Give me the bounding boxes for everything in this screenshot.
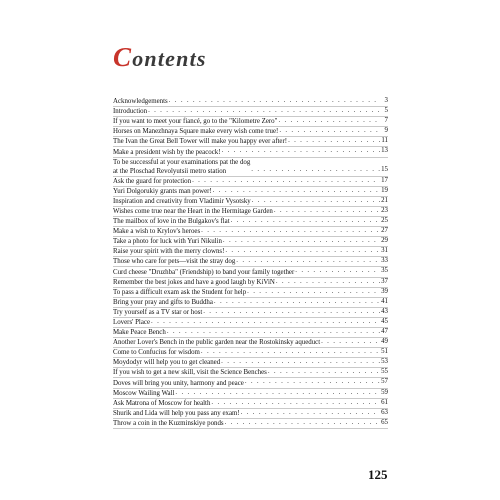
toc-entry-title: Make Peace Bench: [113, 329, 166, 337]
toc-entry-page: 53: [381, 358, 388, 366]
toc-entry-page: 61: [381, 398, 388, 406]
toc-entry-title: Ask the guard for protection: [113, 177, 192, 185]
toc-entry-title: The Ivan the Great Bell Tower will make you happy ever after!: [113, 138, 288, 146]
toc-entry-title: The mailbox of love in the Bulgakov's flat: [113, 218, 230, 226]
toc-entry-title: Lovers' Place: [113, 318, 151, 326]
toc-entry-page: 37: [381, 277, 388, 285]
dot-leader: [321, 337, 380, 347]
dot-leader: [203, 307, 380, 317]
toc-entry-title: Acknowledgements: [113, 98, 168, 106]
toc-entry-title: Try yourself as a TV star or host: [113, 308, 203, 316]
toc-entry-page: 65: [381, 418, 388, 426]
dot-leader: [167, 327, 380, 337]
toc-entry-title: Another Lover's Bench in the public garden near the Rostokinsky aqueduct: [113, 339, 321, 347]
toc-entry-page: 39: [381, 287, 388, 295]
dot-leader: [214, 297, 380, 307]
toc-entry-title: Remember the best jokes and have a good laugh by KiViN: [113, 278, 275, 286]
toc-entry-page: 7: [384, 117, 388, 125]
dot-leader: [274, 206, 380, 216]
dot-leader: [251, 165, 380, 175]
dot-leader: [148, 106, 380, 116]
toc-entry-page: 57: [381, 378, 388, 386]
toc-entry-title: Come to Confucius for wisdom: [113, 349, 200, 357]
toc-entry-title: Raise your spirit with the merry clowns!: [113, 248, 225, 256]
toc-entry-page: 33: [381, 257, 388, 265]
toc-entry-title: Throw a coin in the Kuzminskiye ponds: [113, 419, 224, 427]
toc-entry-title: Wishes come true near the Heart in the Hermitage Garden: [113, 207, 273, 215]
toc-entry-title: Introduction: [113, 108, 148, 116]
toc-entry-page: 5: [384, 107, 388, 115]
toc-entry-title: If you want to meet your fiancé, go to the "Kilometre Zero": [113, 118, 278, 126]
dot-leader: [201, 226, 380, 236]
toc-entry-page: 13: [381, 147, 388, 155]
page-number: 125: [368, 467, 388, 482]
dot-leader: [222, 146, 380, 156]
table-of-contents: [113, 97, 388, 429]
dot-leader: [236, 256, 380, 266]
dot-leader: [252, 196, 380, 206]
dot-leader: [225, 418, 380, 428]
toc-entry-page: 31: [381, 247, 388, 255]
toc-entry-title: Ask Matrona of Moscow for health: [113, 399, 211, 407]
toc-entry: [113, 147, 388, 157]
dot-leader: [211, 398, 380, 408]
toc-entry-title: To pass a difficult exam ask the Student for help: [113, 288, 247, 296]
toc-entry-page: 3: [384, 97, 388, 104]
dot-leader: [268, 367, 380, 377]
toc-entry: [113, 419, 388, 429]
toc-entry-page: 41: [381, 297, 388, 305]
dot-leader: [245, 377, 380, 387]
toc-entry-page: 59: [381, 388, 388, 396]
toc-entry-title: Those who care for pets—visit the stray dog: [113, 258, 236, 266]
toc-entry-title: Take a photo for luck with Yuri Nikulin: [113, 238, 222, 246]
toc-entry-page: 11: [381, 137, 388, 145]
toc-entry-title: Yuri Dolgorukiy grants man power!: [113, 187, 212, 195]
toc-entry-title: Doves will bring you unity, harmony and peace: [113, 379, 244, 387]
dot-leader: [151, 317, 380, 327]
toc-entry-title: To be successful at your examinations pat the dog at the Ploschad Revolyutsii metro station: [113, 158, 251, 175]
title-initial: C: [113, 42, 133, 72]
toc-entry-title: Make a wish to Krylov's heroes: [113, 228, 201, 236]
toc-entry-page: 15: [381, 166, 388, 174]
dot-leader: [223, 236, 380, 246]
dot-leader: [201, 347, 380, 357]
toc-entry-page: 23: [381, 206, 388, 214]
dot-leader: [213, 186, 380, 196]
dot-leader: [192, 176, 380, 186]
toc-entry-title: Moydodyr will help you to get cleaned: [113, 359, 221, 367]
dot-leader: [175, 388, 380, 398]
toc-entry-page: 45: [381, 317, 388, 325]
dot-leader: [241, 408, 380, 418]
title-rest: ontents: [132, 46, 207, 71]
toc-entry-page: 25: [381, 216, 388, 224]
toc-entry-title: Horses on Manezhnaya Square make every wish come true!: [113, 128, 279, 136]
toc-entry-page: 21: [381, 196, 388, 204]
toc-entry-page: 43: [381, 307, 388, 315]
toc-entry-page: 19: [381, 186, 388, 194]
toc-entry-page: 17: [381, 176, 388, 184]
dot-leader: [231, 216, 380, 226]
dot-leader: [288, 136, 380, 146]
toc-entry: [113, 158, 388, 177]
dot-leader: [279, 126, 380, 136]
dot-leader: [295, 266, 380, 276]
toc-entry-page: 29: [381, 237, 388, 245]
dot-leader: [247, 287, 380, 297]
toc-entry-page: 27: [381, 227, 388, 235]
toc-entry-title: Bring your pray and gifts to Buddha: [113, 298, 213, 306]
toc-entry-page: 9: [384, 127, 388, 135]
toc-entry-page: 49: [381, 338, 388, 346]
toc-entry-title: Make a president wish by the peacock!: [113, 148, 221, 156]
dot-leader: [225, 246, 380, 256]
dot-leader: [221, 357, 380, 367]
toc-entry-title: Inspiration and creativity from Vladimir Vysotsky: [113, 197, 251, 205]
toc-entry-title: If you wish to get a new skill, visit the Science Benches: [113, 369, 267, 377]
dot-leader: [276, 277, 380, 287]
toc-entry-page: 35: [381, 267, 388, 275]
toc-entry-title: Curd cheese "Druzhba" (Friendship) to band your family together: [113, 268, 295, 276]
toc-entry-page: 47: [381, 327, 388, 335]
toc-entry-page: 51: [381, 348, 388, 356]
toc-entry-page: 63: [381, 408, 388, 416]
toc-entry-title: Moscow Wailing Wall: [113, 389, 175, 397]
toc-entry-title: Shurik and Lida will help you pass any exam!: [113, 409, 240, 417]
page-title: [113, 42, 207, 73]
dot-leader: [278, 116, 380, 126]
toc-entry-page: 55: [381, 368, 388, 376]
dot-leader: [169, 96, 380, 106]
